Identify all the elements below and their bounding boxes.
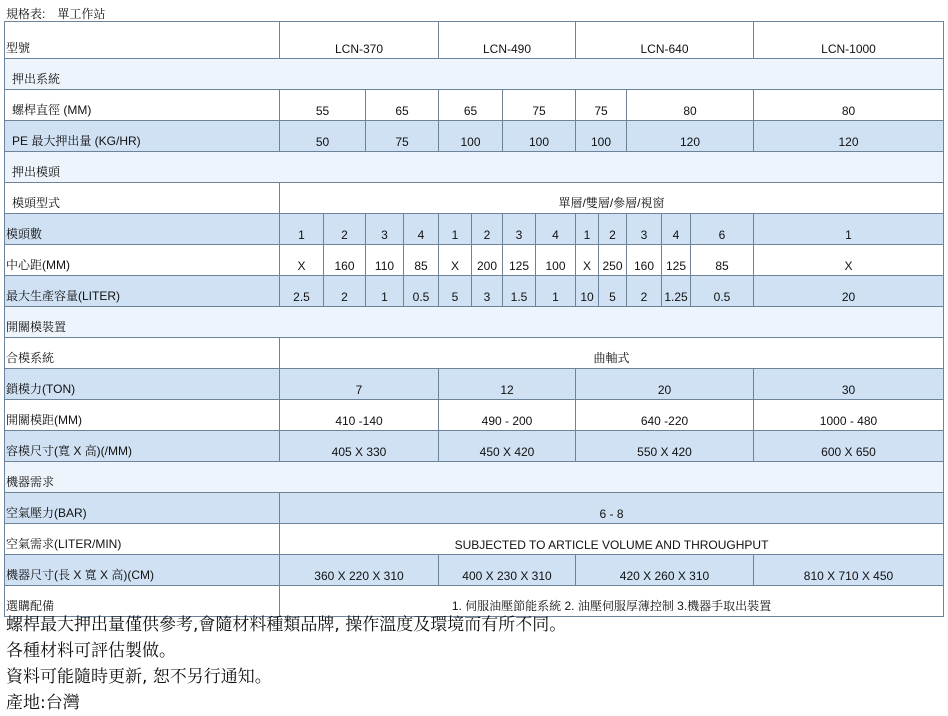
section-extrusion: 押出系統 bbox=[5, 59, 944, 90]
section-row bbox=[5, 152, 944, 183]
table-cell: 120 bbox=[627, 121, 754, 152]
table-cell: 2 bbox=[599, 214, 627, 245]
table-cell: 360 X 220 X 310 bbox=[280, 555, 439, 586]
table-cell: 4 bbox=[662, 214, 691, 245]
footnotes bbox=[6, 612, 566, 716]
table-cell: 1. 伺服油壓節能系統 2. 油壓伺服厚薄控制 3.機器手取出裝置 bbox=[280, 586, 944, 617]
table-cell: 1 bbox=[576, 214, 599, 245]
table-cell: 100 bbox=[536, 245, 576, 276]
table-cell: 4 bbox=[404, 214, 439, 245]
row-label: 機器尺寸(長 X 寬 X 高)(CM) bbox=[5, 555, 280, 586]
table-cell: X bbox=[280, 245, 324, 276]
row-label: 最大生產容量(LITER) bbox=[5, 276, 280, 307]
table-cell: 600 X 650 bbox=[754, 431, 944, 462]
model-lcn-370: LCN-370 bbox=[280, 22, 439, 59]
table-row bbox=[5, 183, 944, 214]
table-cell: SUBJECTED TO ARTICLE VOLUME AND THROUGHPUT bbox=[280, 524, 944, 555]
table-cell: X bbox=[754, 245, 944, 276]
footnote: 產地:台灣 bbox=[6, 693, 80, 713]
table-cell: 2 bbox=[324, 214, 366, 245]
table-cell: 100 bbox=[503, 121, 576, 152]
table-cell: 200 bbox=[472, 245, 503, 276]
caption-label: 規格表: bbox=[6, 7, 46, 21]
row-label: PE 最大押出量 (KG/HR) bbox=[5, 121, 280, 152]
header-row bbox=[5, 22, 944, 59]
table-cell: X bbox=[576, 245, 599, 276]
table-cell: 6 bbox=[691, 214, 754, 245]
table-cell: 125 bbox=[662, 245, 691, 276]
row-label: 螺桿直徑 (MM) bbox=[5, 90, 280, 121]
section-row bbox=[5, 462, 944, 493]
table-cell: 3 bbox=[366, 214, 404, 245]
table-caption bbox=[6, 5, 105, 22]
caption-title: 單工作站 bbox=[57, 7, 106, 21]
table-cell: X bbox=[439, 245, 472, 276]
section-row bbox=[5, 59, 944, 90]
table-row bbox=[5, 400, 944, 431]
row-label: 鎖模力(TON) bbox=[5, 369, 280, 400]
table-row bbox=[5, 214, 944, 245]
table-cell: 160 bbox=[324, 245, 366, 276]
section-mold: 開關模裝置 bbox=[5, 307, 944, 338]
table-cell: 1 bbox=[754, 214, 944, 245]
footnote: 資料可能隨時更新, 恕不另行通知。 bbox=[6, 667, 272, 687]
table-cell: 1 bbox=[439, 214, 472, 245]
table-cell: 1.5 bbox=[503, 276, 536, 307]
table-row bbox=[5, 90, 944, 121]
table-cell: 100 bbox=[576, 121, 627, 152]
table-cell: 80 bbox=[754, 90, 944, 121]
table-cell: 80 bbox=[627, 90, 754, 121]
table-row bbox=[5, 431, 944, 462]
model-lcn-1000: LCN-1000 bbox=[754, 22, 944, 59]
table-row bbox=[5, 369, 944, 400]
table-row bbox=[5, 245, 944, 276]
table-cell: 2.5 bbox=[280, 276, 324, 307]
table-cell: 110 bbox=[366, 245, 404, 276]
table-cell: 160 bbox=[627, 245, 662, 276]
table-cell: 65 bbox=[439, 90, 503, 121]
table-cell: 12 bbox=[439, 369, 576, 400]
row-label: 中心距(MM) bbox=[5, 245, 280, 276]
footnote: 各種材料可評估製做。 bbox=[6, 641, 176, 661]
table-cell: 125 bbox=[503, 245, 536, 276]
table-cell: 405 X 330 bbox=[280, 431, 439, 462]
table-cell: 1 bbox=[536, 276, 576, 307]
table-cell: 曲軸式 bbox=[280, 338, 944, 369]
row-label: 空氣壓力(BAR) bbox=[5, 493, 280, 524]
table-cell: 75 bbox=[503, 90, 576, 121]
table-cell: 50 bbox=[280, 121, 366, 152]
table-cell: 120 bbox=[754, 121, 944, 152]
row-label: 開關模距(MM) bbox=[5, 400, 280, 431]
table-cell: 550 X 420 bbox=[576, 431, 754, 462]
table-cell: 1 bbox=[366, 276, 404, 307]
table-cell: 2 bbox=[627, 276, 662, 307]
table-cell: 3 bbox=[472, 276, 503, 307]
table-cell: 1.25 bbox=[662, 276, 691, 307]
table-cell: 10 bbox=[576, 276, 599, 307]
table-cell: 5 bbox=[439, 276, 472, 307]
table-cell: 30 bbox=[754, 369, 944, 400]
table-row bbox=[5, 524, 944, 555]
section-machine: 機器需求 bbox=[5, 462, 944, 493]
table-cell: 0.5 bbox=[691, 276, 754, 307]
table-cell: 1000 - 480 bbox=[754, 400, 944, 431]
table-row bbox=[5, 276, 944, 307]
table-cell: 810 X 710 X 450 bbox=[754, 555, 944, 586]
table-cell: 100 bbox=[439, 121, 503, 152]
table-cell: 2 bbox=[472, 214, 503, 245]
table-row bbox=[5, 555, 944, 586]
table-row bbox=[5, 493, 944, 524]
model-label: 型號 bbox=[5, 22, 280, 59]
row-label: 選購配備 bbox=[5, 586, 280, 617]
table-cell: 250 bbox=[599, 245, 627, 276]
section-row bbox=[5, 307, 944, 338]
table-cell: 6 - 8 bbox=[280, 493, 944, 524]
spec-table bbox=[4, 21, 944, 617]
table-cell: 490 - 200 bbox=[439, 400, 576, 431]
table-cell: 85 bbox=[691, 245, 754, 276]
table-cell: 2 bbox=[324, 276, 366, 307]
table-cell: 640 -220 bbox=[576, 400, 754, 431]
section-die: 押出模頭 bbox=[5, 152, 944, 183]
table-row bbox=[5, 338, 944, 369]
table-cell: 7 bbox=[280, 369, 439, 400]
row-label: 模頭型式 bbox=[5, 183, 280, 214]
table-cell: 85 bbox=[404, 245, 439, 276]
table-cell: 1 bbox=[280, 214, 324, 245]
table-cell: 450 X 420 bbox=[439, 431, 576, 462]
table-cell: 20 bbox=[754, 276, 944, 307]
table-cell: 4 bbox=[536, 214, 576, 245]
row-label: 容模尺寸(寬 X 高)(/MM) bbox=[5, 431, 280, 462]
model-lcn-640: LCN-640 bbox=[576, 22, 754, 59]
table-cell: 55 bbox=[280, 90, 366, 121]
table-cell: 單層/雙層/參層/視窗 bbox=[280, 183, 944, 214]
table-cell: 3 bbox=[503, 214, 536, 245]
table-cell: 410 -140 bbox=[280, 400, 439, 431]
table-cell: 75 bbox=[576, 90, 627, 121]
row-label: 空氣需求(LITER/MIN) bbox=[5, 524, 280, 555]
table-cell: 400 X 230 X 310 bbox=[439, 555, 576, 586]
table-cell: 420 X 260 X 310 bbox=[576, 555, 754, 586]
model-lcn-490: LCN-490 bbox=[439, 22, 576, 59]
row-label: 合模系統 bbox=[5, 338, 280, 369]
table-row bbox=[5, 121, 944, 152]
table-cell: 5 bbox=[599, 276, 627, 307]
row-label: 模頭數 bbox=[5, 214, 280, 245]
table-cell: 20 bbox=[576, 369, 754, 400]
table-cell: 65 bbox=[366, 90, 439, 121]
table-cell: 3 bbox=[627, 214, 662, 245]
table-cell: 0.5 bbox=[404, 276, 439, 307]
table-cell: 75 bbox=[366, 121, 439, 152]
footnote: 螺桿最大押出量僅供參考,會隨材料種類品牌, 操作溫度及環境而有所不同。 bbox=[6, 615, 567, 635]
